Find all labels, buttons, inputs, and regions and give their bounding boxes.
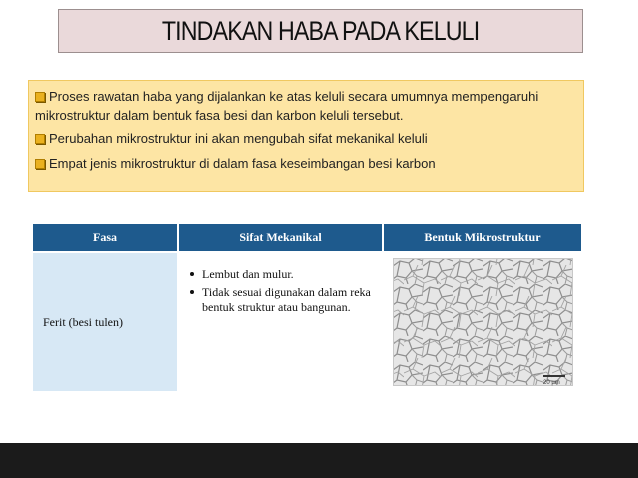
checkbox-bullet-icon bbox=[35, 92, 45, 102]
sifat-item: Tidak sesuai digunakan dalam reka bentuk struktur atau bangunan. bbox=[189, 285, 374, 315]
table-header-sifat: Sifat Mekanikal bbox=[179, 224, 382, 251]
phase-table bbox=[33, 224, 581, 391]
fasa-name: Ferit (besi tulen) bbox=[43, 314, 123, 329]
title-box bbox=[58, 9, 583, 53]
checkbox-bullet-icon bbox=[35, 134, 45, 144]
bullet-item bbox=[35, 87, 577, 125]
bullet-text: Proses rawatan haba yang dijalankan ke atas keluli secara umumnya mempengaruhi mikrostruktur dalam bentuk fasa besi dan karbon keluli tersebut. bbox=[35, 89, 539, 123]
footer-bar bbox=[0, 443, 638, 478]
bullet-item bbox=[35, 154, 577, 173]
bullet-text: Perubahan mikrostruktur ini akan mengubah sifat mekanikal keluli bbox=[49, 131, 428, 146]
table-cell-sifat bbox=[179, 253, 382, 391]
checkbox-bullet-icon bbox=[35, 159, 45, 169]
scale-bar bbox=[543, 375, 565, 377]
table-header-fasa: Fasa bbox=[33, 224, 177, 251]
bullet-item bbox=[35, 129, 577, 148]
bullet-text: Empat jenis mikrostruktur di dalam fasa keseimbangan besi karbon bbox=[49, 156, 436, 171]
slide-title: TINDAKAN HABA PADA KELULI bbox=[161, 15, 480, 46]
ferrite-micrograph-image bbox=[393, 258, 573, 386]
sifat-item: Lembut dan mulur. bbox=[189, 267, 374, 282]
scale-label: 20 µm bbox=[542, 380, 560, 386]
table-cell-fasa bbox=[33, 253, 177, 391]
table-cell-bentuk bbox=[384, 253, 581, 391]
sifat-list bbox=[189, 267, 374, 315]
table-header-bentuk: Bentuk Mikrostruktur bbox=[384, 224, 581, 251]
bullet-list bbox=[28, 80, 584, 192]
